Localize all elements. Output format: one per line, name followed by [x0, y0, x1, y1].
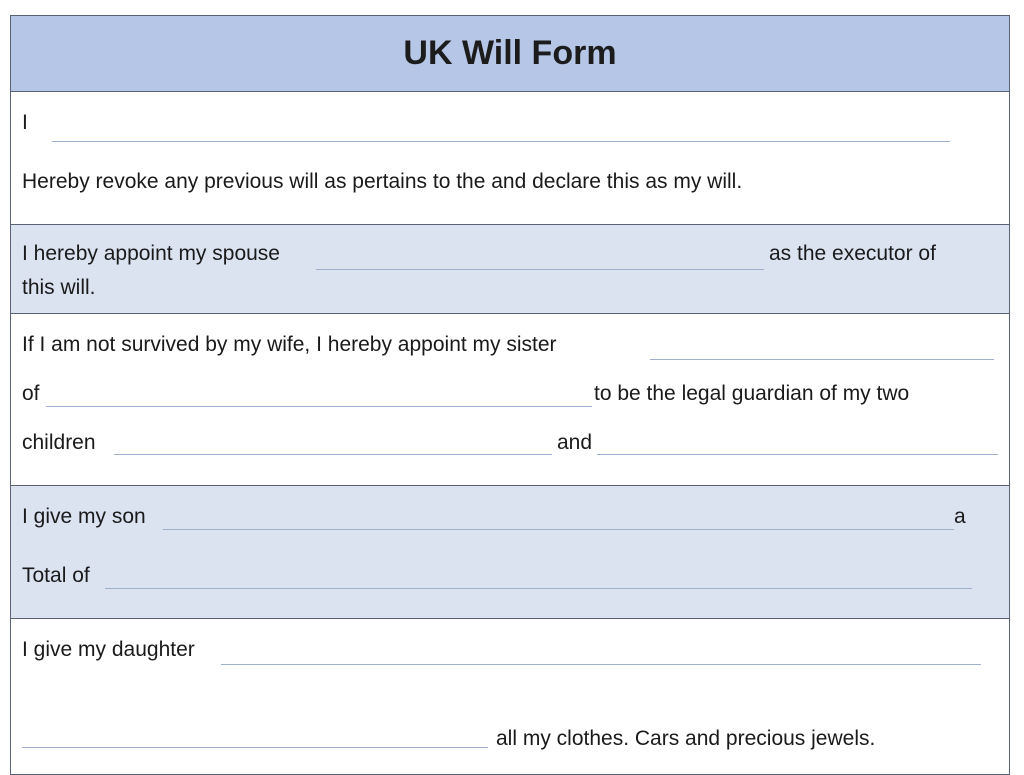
total-amount-field[interactable] [105, 588, 972, 589]
child-two-name-field[interactable] [597, 454, 998, 455]
child-one-name-field[interactable] [114, 454, 552, 455]
daughter-bequest-field[interactable] [22, 747, 488, 748]
will-form [10, 15, 1010, 775]
sister-address-field[interactable] [46, 406, 592, 407]
testator-name-field[interactable] [52, 141, 950, 142]
sister-name-field[interactable] [650, 359, 994, 360]
son-section [11, 486, 1009, 619]
guardian-of-label: of [22, 382, 40, 405]
title-bar [11, 16, 1009, 92]
spouse-name-field[interactable] [316, 269, 764, 270]
executor-suffix: as the executor of [769, 242, 936, 265]
executor-prefix: I hereby appoint my spouse [22, 242, 280, 265]
revoke-section [11, 92, 1009, 225]
revoke-prefix: I [22, 111, 28, 134]
children-label: children [22, 431, 96, 454]
guardian-text: to be the legal guardian of my two [594, 382, 910, 405]
son-prefix: I give my son [22, 505, 146, 528]
son-name-field[interactable] [163, 529, 954, 530]
daughter-section [11, 619, 1009, 775]
guardian-section [11, 314, 1009, 486]
guardian-and-label: and [557, 431, 593, 454]
revoke-statement: Hereby revoke any previous will as pertains to the and declare this as my will. [22, 170, 743, 193]
executor-continuation: this will. [22, 276, 96, 299]
guardian-prefix: If I am not survived by my wife, I hereby appoint my sister [22, 333, 557, 356]
form-title: UK Will Form [403, 34, 617, 72]
executor-section [11, 225, 1009, 314]
daughter-prefix: I give my daughter [22, 638, 195, 661]
total-of-label: Total of [22, 564, 90, 587]
son-suffix: a [954, 505, 966, 528]
daughter-suffix: all my clothes. Cars and precious jewels. [496, 727, 876, 750]
daughter-name-field[interactable] [221, 664, 981, 665]
